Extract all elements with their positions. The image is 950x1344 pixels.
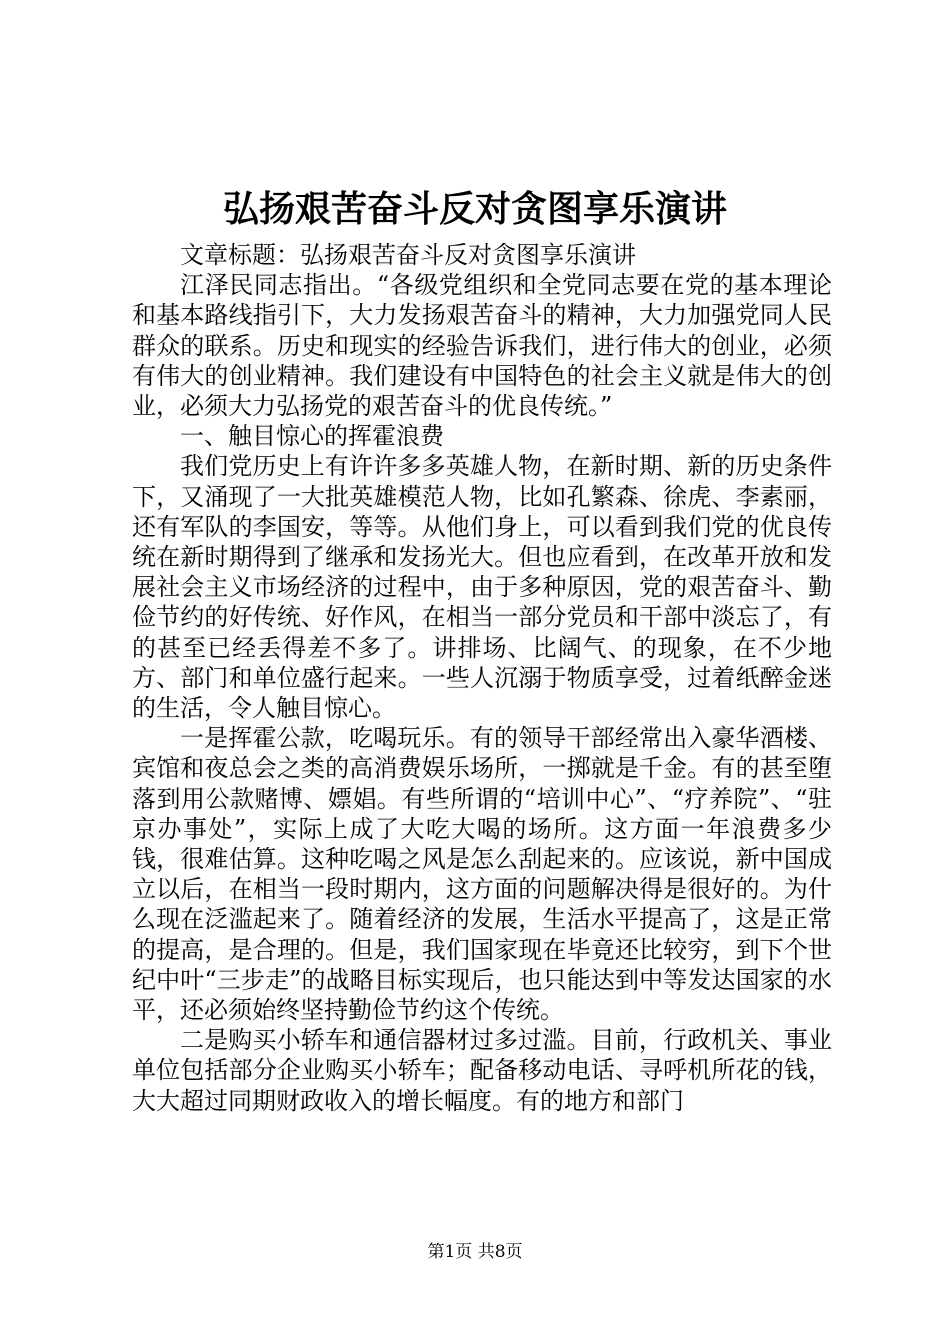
paragraph: 一是挥霍公款，吃喝玩乐。有的领导干部经常出入豪华酒楼、宾馆和夜总会之类的高消费娱乐场所，一掷就是千金。有的甚至堕落到用公款赌博、嫖娼。有些所谓的“培训中心”、“疗养院”、“驻京办事处”，实际上成了大吃大喝的场所。这方面一年浪费多少钱，很难估算。这种吃喝之风是怎么刮起来的。应该说，新中国成立以后，在相当一段时期内，这方面的问题解决得是很好的。为什么现在泛滥起来了。随着经济的发展，生活水平提高了，这是正常的提高，是合理的。但是，我们国家现在毕竟还比较穷，到下个世纪中叶“三步走”的战略目标实现后，也只能达到中等发达国家的水平，还必须始终坚持勤俭节约这个传统。 xyxy=(132,724,832,1025)
page-footer: 第1页 共8页 xyxy=(427,1242,523,1262)
paragraph: 江泽民同志指出。“各级党组织和全党同志要在党的基本理论和基本路线指引下，大力发扬艰苦奋斗的精神，大力加强党同人民群众的联系。历史和现实的经验告诉我们，进行伟大的创业，必须有伟大的创业精神。我们建设有中国特色的社会主义就是伟大的创业，必须大力弘扬党的艰苦奋斗的优良传统。” xyxy=(132,271,832,421)
document-title: 弘扬艰苦奋斗反对贪图享乐演讲 xyxy=(222,188,727,230)
section-heading: 一、触目惊心的挥霍浪费 xyxy=(180,422,444,451)
paragraph: 我们党历史上有许许多多英雄人物，在新时期、新的历史条件下，又涌现了一大批英雄模范人物，比如孔繁森、徐虎、李素丽，还有军队的李国安，等等。从他们身上，可以看到我们党的优良传统在新时期得到了继承和发扬光大。但也应看到，在改革开放和发展社会主义市场经济的过程中，由于多种原因，党的艰苦奋斗、勤俭节约的好传统、好作风，在相当一部分党员和干部中淡忘了，有的甚至已经丢得差不多了。讲排场、比阔气、的现象，在不少地方、部门和单位盛行起来。一些人沉溺于物质享受，过着纸醉金迷的生活，令人触目惊心。 xyxy=(132,452,832,723)
paragraph-article-title: 文章标题：弘扬艰苦奋斗反对贪图享乐演讲 xyxy=(180,241,636,269)
document-body xyxy=(132,240,832,1116)
paragraph: 二是购买小轿车和通信器材过多过滥。目前，行政机关、事业单位包括部分企业购买小轿车；配备移动电话、寻呼机所花的钱，大大超过同期财政收入的增长幅度。有的地方和部门 xyxy=(132,1026,832,1115)
